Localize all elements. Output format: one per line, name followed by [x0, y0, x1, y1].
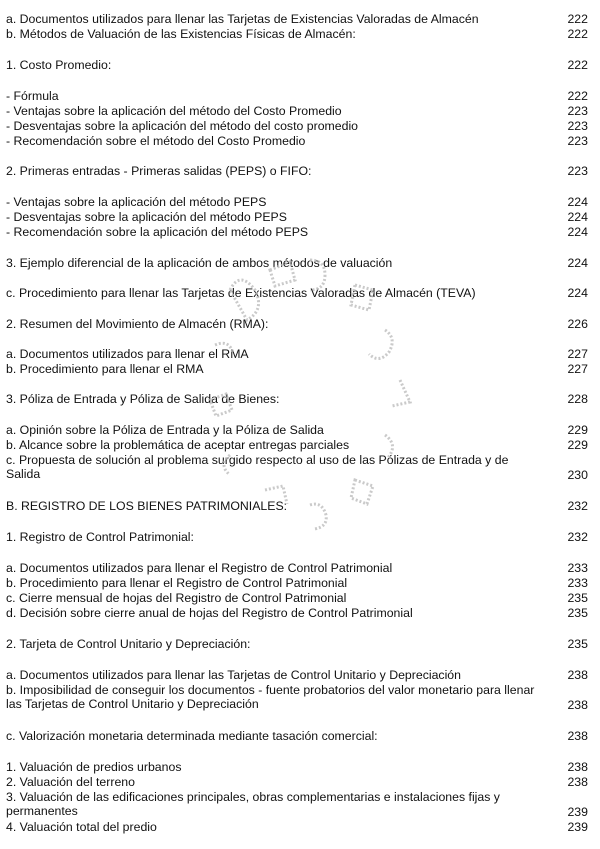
- toc-entry-text: - Ventajas sobre la aplicación del método PEPS: [6, 195, 267, 209]
- toc-entry-page: 238: [567, 698, 588, 712]
- toc-entry-page: 222: [567, 58, 588, 72]
- toc-entry-text: a. Opinión sobre la Póliza de Entrada y la Póliza de Salida: [6, 423, 324, 437]
- toc-entry-text: 2. Primeras entradas - Primeras salidas (PEPS) o FIFO:: [6, 164, 312, 178]
- toc-entry-text: 2. Valuación del terreno: [6, 775, 135, 789]
- toc-entry-page: 230: [567, 468, 588, 482]
- toc-entry: [6, 683, 594, 713]
- toc-entry-page: 224: [567, 286, 588, 300]
- toc-entry-text: - Ventajas sobre la aplicación del método del Costo Promedio: [6, 104, 342, 118]
- toc-entry-page: 229: [567, 423, 588, 437]
- toc-entry-text: b. Procedimiento para llenar el RMA: [6, 362, 204, 376]
- toc-entry-text: 2. Resumen del Movimiento de Almacén (RMA):: [6, 317, 269, 331]
- toc-entry-page: 223: [567, 119, 588, 133]
- toc-entry-text: 2. Tarjeta de Control Unitario y Depreciación:: [6, 637, 251, 651]
- toc-entry-text: b. Métodos de Valuación de las Existencias Físicas de Almacén:: [6, 27, 356, 41]
- toc-entry-text: b. Alcance sobre la problemática de aceptar entregas parciales: [6, 438, 350, 452]
- toc-entry-text: 3. Valuación de las edificaciones principales, obras complementarias e instalaciones fijas y permanentes: [6, 790, 500, 818]
- toc-entry-page: 222: [567, 89, 588, 103]
- toc-entry-page: 235: [567, 591, 588, 605]
- toc-entry-page: 238: [567, 775, 588, 789]
- toc-entry-page: 227: [567, 347, 588, 361]
- toc-entry-page: 223: [567, 164, 588, 178]
- toc-entry: [6, 790, 594, 820]
- toc-entry-page: 239: [567, 820, 588, 834]
- toc-entry-page: 238: [567, 729, 588, 743]
- toc-entry-text: c. Procedimiento para llenar las Tarjetas de Existencias Valoradas de Almacén (TEVA): [6, 286, 476, 300]
- toc-entry-page: 222: [567, 27, 588, 41]
- toc-entry-page: 228: [567, 392, 588, 406]
- toc-entry-text: a. Documentos utilizados para llenar el Registro de Control Patrimonial: [6, 561, 393, 575]
- toc-entry-text: 1. Costo Promedio:: [6, 58, 112, 72]
- toc-entry-text: B. REGISTRO DE LOS BIENES PATRIMONIALES:: [6, 499, 288, 513]
- toc-entry-page: 224: [567, 256, 588, 270]
- toc-entry-text: a. Documentos utilizados para llenar las Tarjetas de Control Unitario y Depreciación: [6, 668, 461, 682]
- toc-entry-page: 232: [567, 499, 588, 513]
- toc-entry-text: 4. Valuación total del predio: [6, 820, 157, 834]
- toc-entry-page: 238: [567, 668, 588, 682]
- toc-entry-page: 229: [567, 438, 588, 452]
- toc-entry-text: - Recomendación sobre el método del Costo Promedio: [6, 134, 306, 148]
- toc-entry-text: b. Imposibilidad de conseguir los documentos - fuente probatorios del valor monetario para llenar las Tarjetas de Control Unitario y Depreciación: [6, 683, 535, 711]
- toc-entry-text: - Fórmula: [6, 89, 59, 103]
- toc-entry-page: 235: [567, 637, 588, 651]
- toc-entry-page: 223: [567, 134, 588, 148]
- toc-entry-page: 232: [567, 530, 588, 544]
- toc-entry-page: 233: [567, 561, 588, 575]
- toc-entry-text: - Recomendación sobre la aplicación del método PEPS: [6, 225, 309, 239]
- toc-entry-text: - Desventajas sobre la aplicación del método del costo promedio: [6, 119, 359, 133]
- toc-entry-text: 1. Valuación de predios urbanos: [6, 760, 182, 774]
- toc-entry-text: b. Procedimiento para llenar el Registro de Control Patrimonial: [6, 576, 348, 590]
- toc-entry-page: 224: [567, 210, 588, 224]
- toc-entry-page: 224: [567, 225, 588, 239]
- toc-entry-page: 235: [567, 606, 588, 620]
- toc-entry-text: c. Cierre mensual de hojas del Registro de Control Patrimonial: [6, 591, 347, 605]
- toc-entry-text: - Desventajas sobre la aplicación del método PEPS: [6, 210, 287, 224]
- toc-entry-text: a. Documentos utilizados para llenar las Tarjetas de Existencias Valoradas de Almacén: [6, 12, 479, 26]
- toc-entry-page: 227: [567, 362, 588, 376]
- toc-entry-text: 1. Registro de Control Patrimonial:: [6, 530, 194, 544]
- toc-entry-page: 222: [567, 12, 588, 26]
- toc-entry-page: 226: [567, 317, 588, 331]
- toc-entry-text: 3. Ejemplo diferencial de la aplicación de ambos métodos de valuación: [6, 256, 393, 270]
- toc-entry-text: c. Valorización monetaria determinada mediante tasación comercial:: [6, 729, 378, 743]
- toc-entry-page: 223: [567, 104, 588, 118]
- toc-entry-text: a. Documentos utilizados para llenar el RMA: [6, 347, 249, 361]
- toc-entry-page: 239: [567, 805, 588, 819]
- toc-entry-page: 238: [567, 760, 588, 774]
- toc-entry-text: c. Propuesta de solución al problema surgido respecto al uso de las Pólizas de Entrada y de Salida: [6, 453, 509, 481]
- toc-entry: [6, 453, 594, 483]
- toc-entry-page: 224: [567, 195, 588, 209]
- toc-entry-text: d. Decisión sobre cierre anual de hojas del Registro de Control Patrimonial: [6, 606, 413, 620]
- toc-entry-text: 3. Póliza de Entrada y Póliza de Salida de Bienes:: [6, 392, 280, 406]
- toc-entry-page: 233: [567, 576, 588, 590]
